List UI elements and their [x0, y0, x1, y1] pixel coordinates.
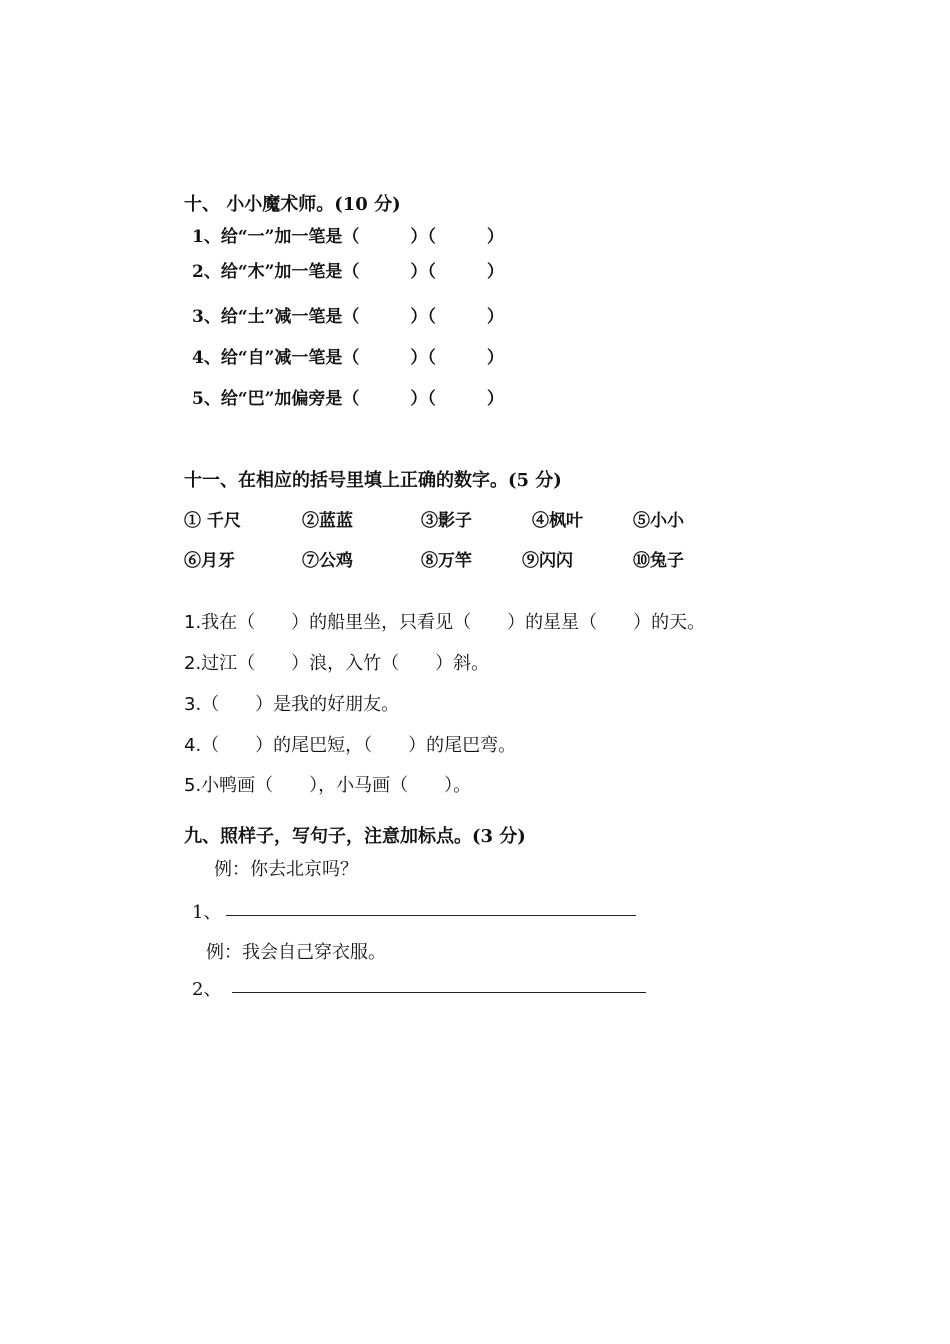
sentence-5: 5.小鸭画（ ），小马画（ ）。	[184, 775, 472, 796]
sentence-3: 3.（ ）是我的好朋友。	[184, 694, 400, 715]
option-6: ⑥月牙	[184, 551, 235, 571]
option-4: ④枫叶	[532, 511, 583, 531]
example-1: 例：你去北京吗？	[214, 859, 358, 880]
sentence-4: 4.（ ）的尾巴短，（ ）的尾巴弯。	[184, 735, 517, 756]
option-3: ③影子	[421, 511, 472, 531]
section-9-title: 九、照样子，写句子，注意加标点。(3 分)	[184, 826, 526, 847]
section-10-title: 十、 小小魔术师。(10 分)	[184, 194, 401, 215]
section-10-item-1: 1、给“一”加一笔是（ ）（ ）	[192, 227, 504, 247]
answer-2-line[interactable]	[232, 992, 646, 993]
answer-1-line[interactable]	[226, 915, 636, 916]
section-10-item-5: 5、给“巴”加偏旁是（ ）（ ）	[192, 389, 504, 409]
option-9: ⑨闪闪	[522, 551, 573, 571]
option-2: ②蓝蓝	[302, 511, 353, 531]
option-7: ⑦公鸡	[302, 551, 353, 571]
answer-1-label: 1、	[192, 902, 222, 923]
answer-2-label: 2、	[192, 979, 222, 1000]
option-8: ⑧万竿	[421, 551, 472, 571]
sentence-1: 1.我在（ ）的船里坐，只看见（ ）的星星（ ）的天。	[184, 612, 706, 633]
section-10-item-4: 4、给“自”减一笔是（ ）（ ）	[192, 348, 504, 368]
option-5: ⑤小小	[633, 511, 684, 531]
option-1: ① 千尺	[184, 511, 241, 531]
section-10-item-3: 3、给“土”减一笔是（ ）（ ）	[192, 307, 504, 327]
section-10-item-2: 2、给“木”加一笔是（ ）（ ）	[192, 262, 504, 282]
option-10: ⑩兔子	[633, 551, 684, 571]
example-2: 例：我会自己穿衣服。	[206, 942, 386, 963]
section-11-title: 十一、在相应的括号里填上正确的数字。(5 分)	[184, 470, 562, 491]
sentence-2: 2.过江（ ）浪，入竹（ ）斜。	[184, 653, 490, 674]
